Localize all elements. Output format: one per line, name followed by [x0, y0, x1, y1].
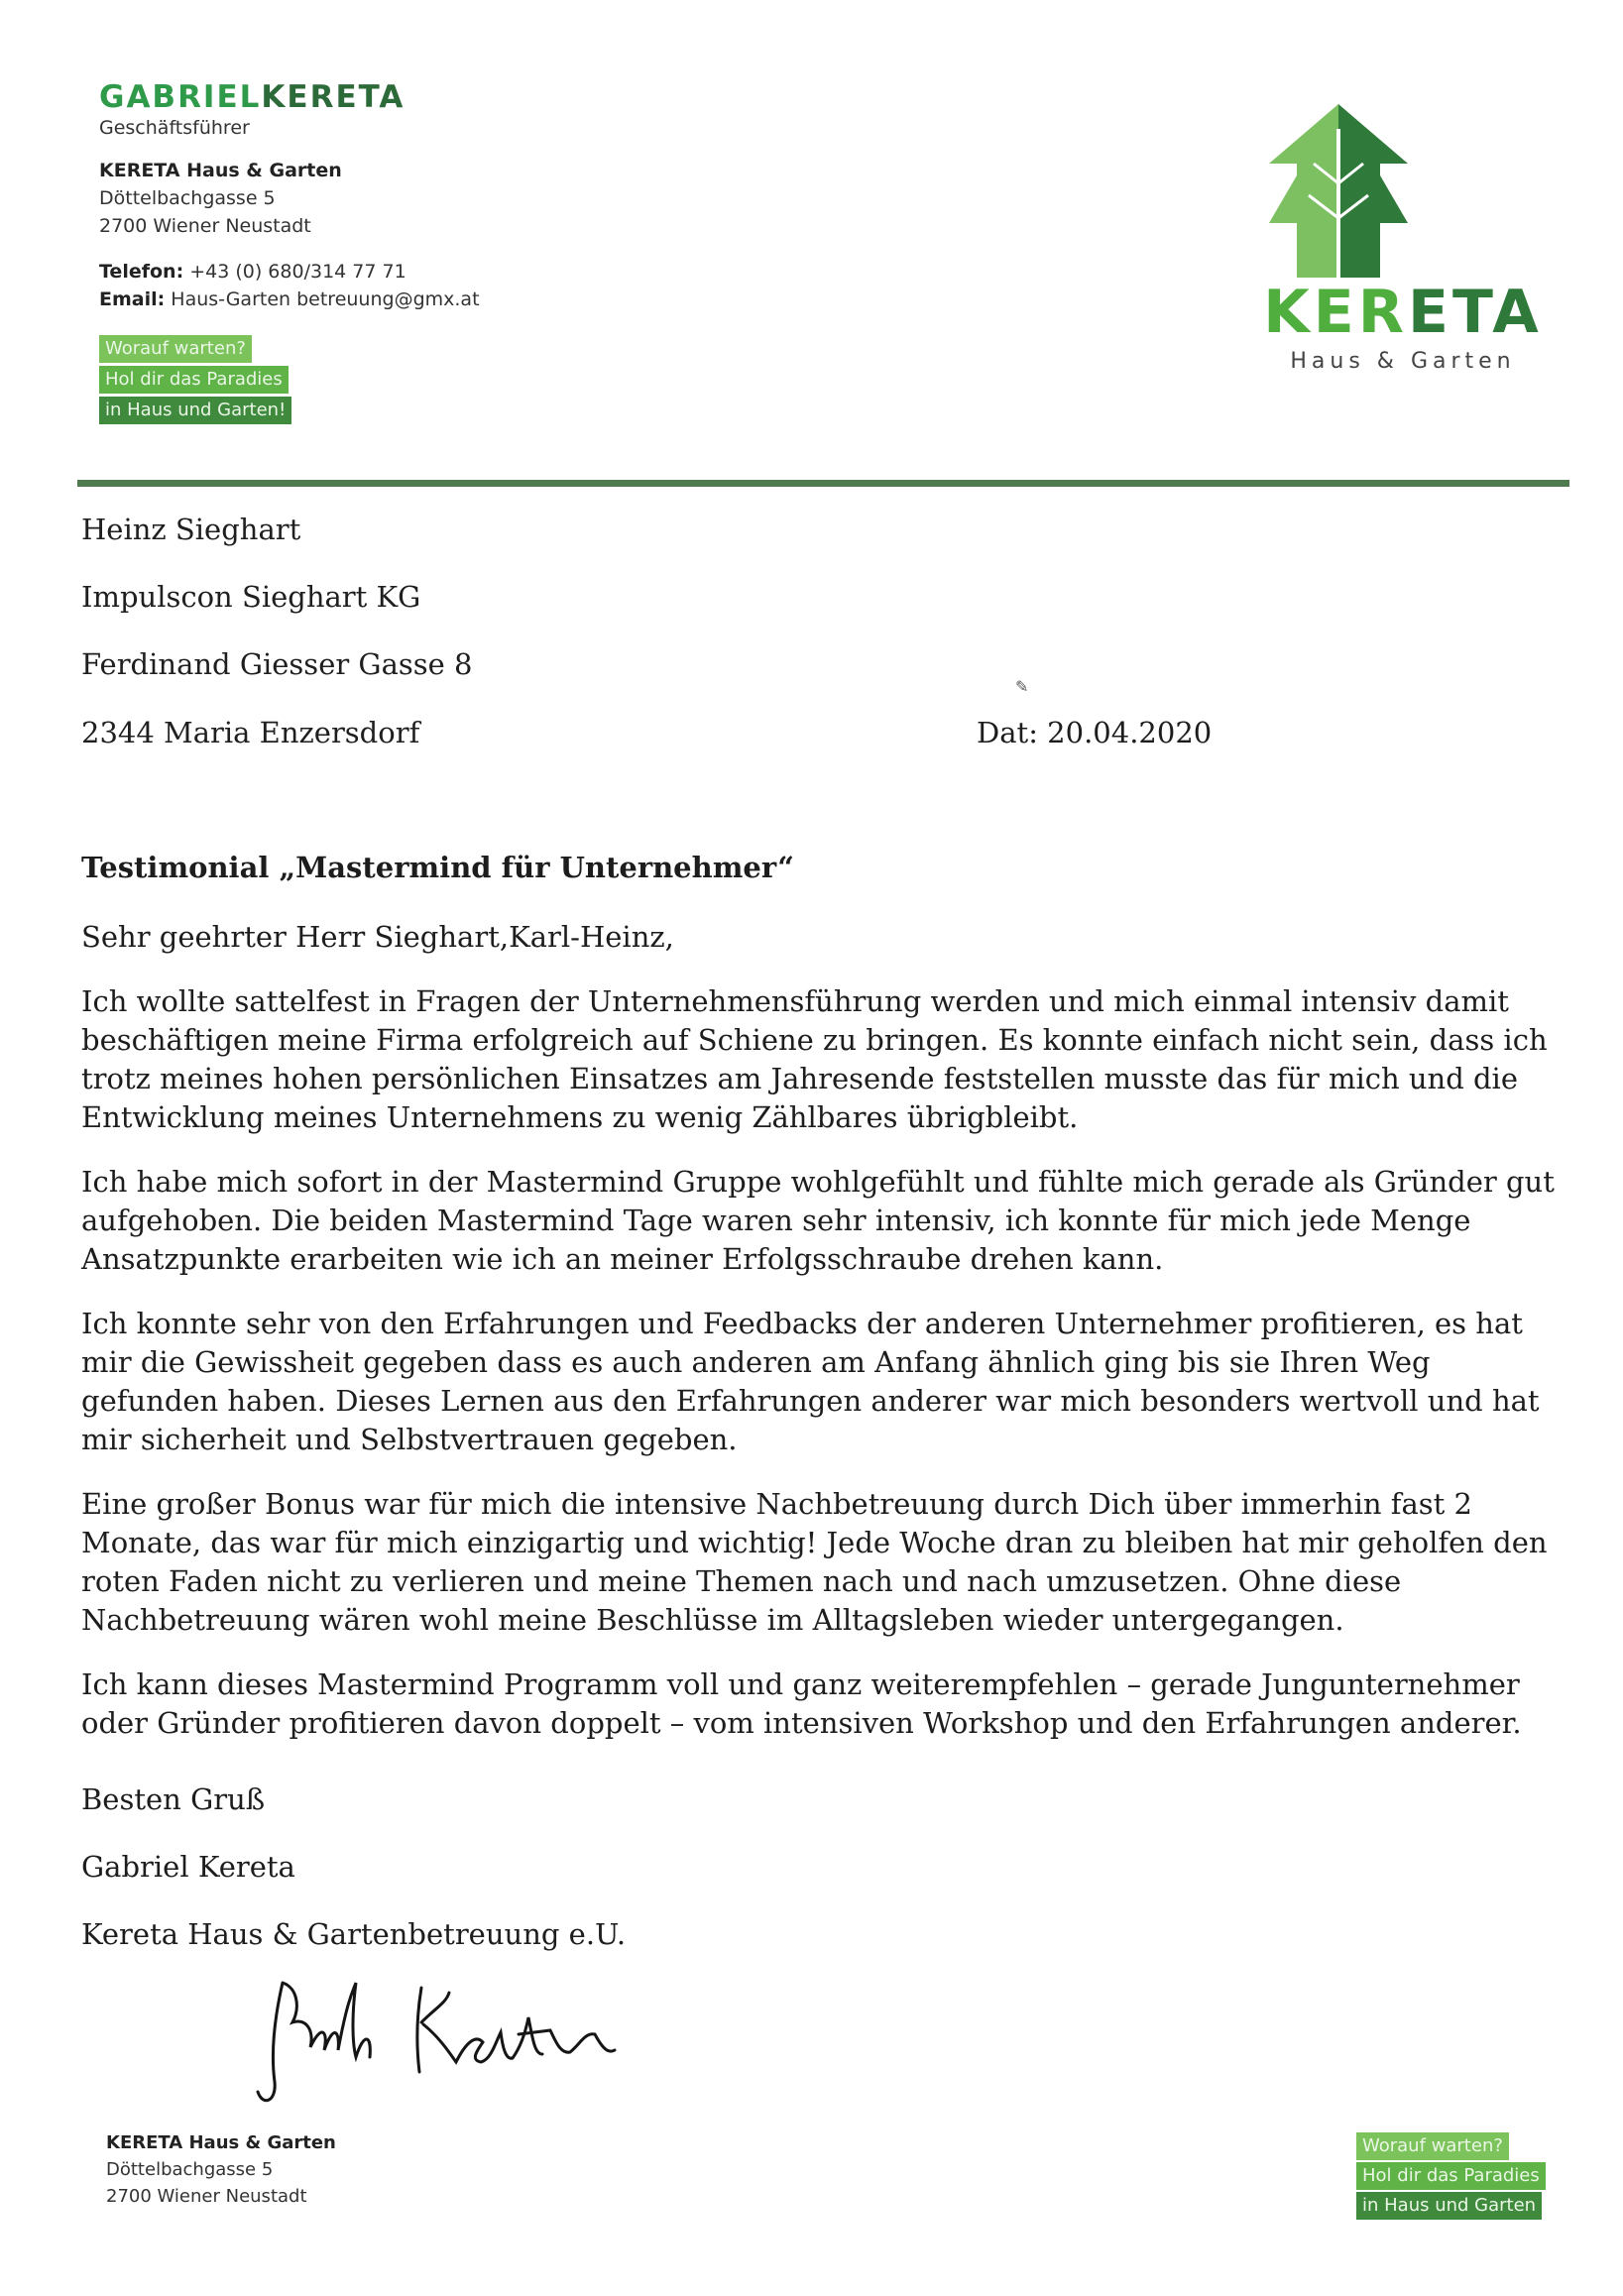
body-paragraph: Eine großer Bonus war für mich die intensive Nachbetreuung durch Dich über immerhin fast 2 Monate, das war für mich einzigartig und wichtig! Jede Woche dran zu bleiben hat mir geholfen den roten Faden nicht zu verlieren und meine Themen nach und nach umzusetzen. Ohne diese Nachbetreuung wären wohl meine Beschlüsse im Alltagsleben wieder untergegangen.	[81, 1487, 1548, 1637]
body-paragraph: Ich konnte sehr von den Erfahrungen und Feedbacks der anderen Unternehmer profitieren, es hat mir die Gewissheit gegeben dass es auch anderen am Anfang ähnlich ging bis sie Ihren Weg gefunden haben. Dieses Lernen aus den Erfahrungen anderer war mich besonders wertvoll und hat mir sicherheit und Selbstvertrauen gegeben.	[81, 1307, 1540, 1456]
slogan-badge: Worauf warten? Hol dir das Paradies in Haus und Garten!	[99, 335, 793, 424]
letter-date: Dat: 20.04.2020	[977, 716, 1213, 749]
footer-slogan-badge: Worauf warten? Hol dir das Paradies in Haus und Garten	[1356, 2132, 1546, 2222]
sender-company: KERETA Haus & Garten	[99, 160, 342, 181]
sender-role: Geschäftsführer	[99, 117, 250, 139]
brand-name: GABRIELKERETA	[99, 79, 406, 115]
closing-greeting: Besten Gruß	[81, 1782, 266, 1816]
closing-block	[81, 1780, 626, 1983]
logo-subtitle: Haus & Garten	[1290, 349, 1516, 374]
sender-city: 2700 Wiener Neustadt	[99, 215, 311, 237]
letter-subject: Testimonial „Mastermind für Unternehmer“	[81, 851, 794, 884]
closing-company: Kereta Haus & Gartenbetreuung e.U.	[81, 1917, 627, 1951]
sender-email: Email: Haus-Garten betreuung@gmx.at	[99, 288, 480, 310]
salutation: Sehr geehrter Herr Sieghart,Karl-Heinz,	[81, 920, 674, 954]
sender-street: Döttelbachgasse 5	[99, 187, 276, 209]
recipient-city: 2344 Maria Enzersdorf	[81, 716, 420, 749]
logo-wordmark: KERETA	[1263, 278, 1543, 347]
body-paragraph: Ich wollte sattelfest in Fragen der Unternehmensführung werden und mich einmal intensiv damit beschäftigen meine Firma erfolgreich auf Schiene zu bringen. Es konnte einfach nicht sein, dass ich trotz meines hohen persönlichen Einsatzes am Jahresende feststellen musste das für mich und die Entwicklung meines Unternehmens zu wenig Zählbares übrigbleibt.	[81, 984, 1548, 1134]
body-paragraph: Ich kann dieses Mastermind Programm voll und ganz weiterempfehlen – gerade Jungunternehmer oder Gründer profitieren davon doppelt – vom intensiven Workshop und den Erfahrungen anderer.	[81, 1667, 1522, 1740]
recipient-name: Heinz Sieghart	[81, 513, 301, 546]
handwritten-signature	[253, 1963, 620, 2112]
body-paragraph: Ich habe mich sofort in der Mastermind Gruppe wohlgefühlt und fühlte mich gerade als Gründer gut aufgehoben. Die beiden Mastermind Tage waren sehr intensiv, ich konnte für mich jede Menge Ansatzpunkte erarbeiten wie ich an meiner Erfolgsschraube drehen kann.	[81, 1165, 1555, 1276]
closing-name: Gabriel Kereta	[81, 1850, 295, 1884]
sender-block	[99, 79, 793, 427]
footer-address: KERETA Haus & Garten Döttelbachgasse 5 2700 Wiener Neustadt	[106, 2132, 336, 2207]
recipient-street: Ferdinand Giesser Gasse 8	[81, 647, 473, 681]
header-divider	[77, 480, 1569, 487]
scan-mark: ✎	[1015, 677, 1029, 696]
recipient-company: Impulscon Sieghart KG	[81, 580, 421, 614]
letter-body	[81, 918, 1568, 1769]
sender-phone: Telefon: +43 (0) 680/314 77 71	[99, 261, 406, 283]
